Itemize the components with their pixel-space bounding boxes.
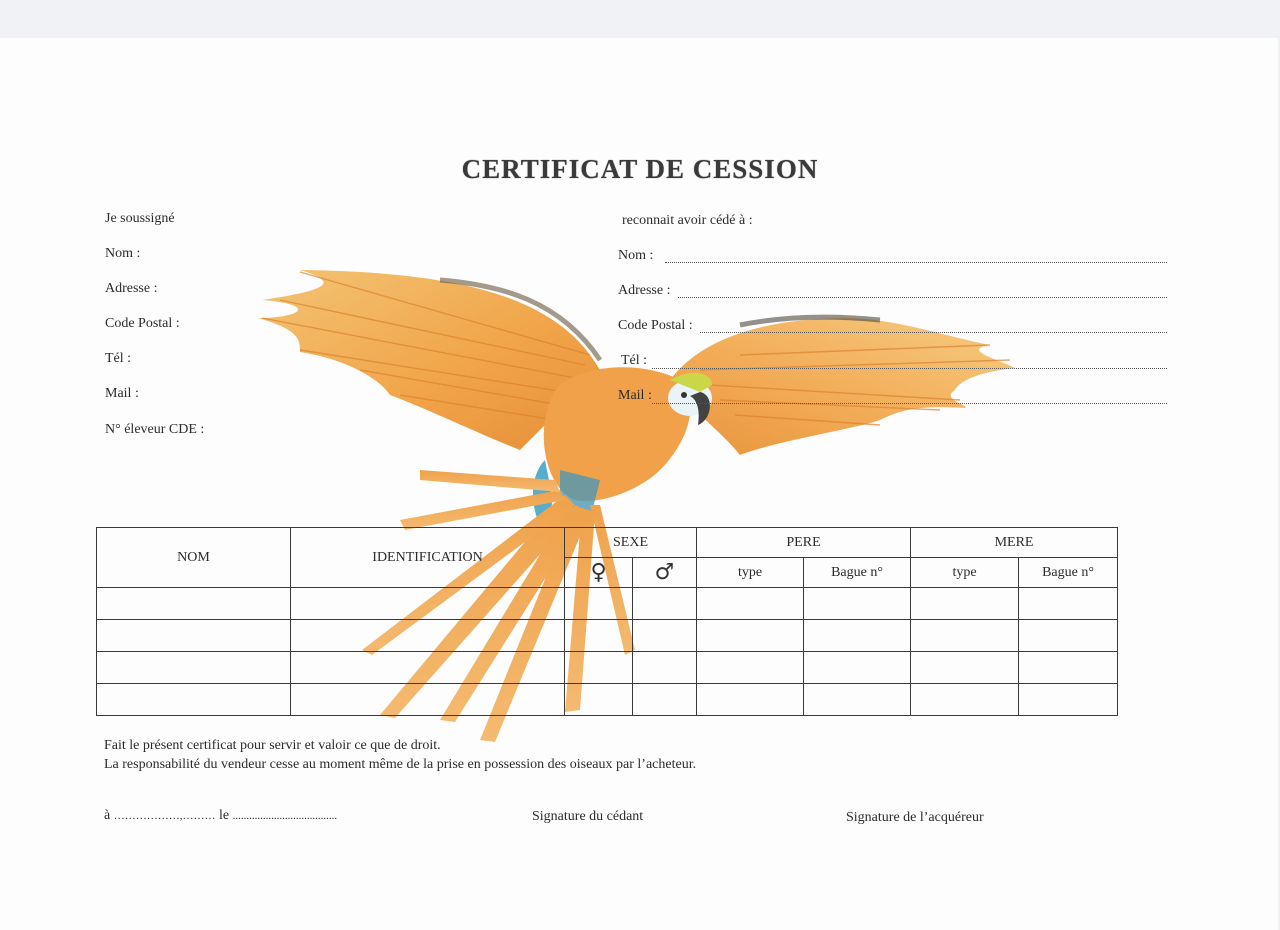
header-pere-type: type (697, 558, 804, 588)
seller-breeder-number-label: N° éleveur CDE : (105, 422, 205, 437)
table-cell[interactable] (291, 588, 565, 620)
footer-line-2: La responsabilité du vendeur cesse au moment même de la prise en possession des oiseaux par l’acheteur. (104, 757, 697, 772)
buyer-postal-code-label: Code Postal : (618, 318, 693, 333)
buyer-name-line (665, 262, 1167, 263)
table-cell[interactable] (565, 652, 633, 684)
male-symbol-icon: ♂ (633, 558, 697, 588)
buyer-heading: reconnait avoir cédé à : (622, 213, 753, 228)
buyer-signature-label: Signature de l’acquéreur (846, 810, 984, 825)
buyer-address-line (678, 297, 1167, 298)
table-cell[interactable] (697, 652, 804, 684)
header-mere: MERE (911, 528, 1118, 558)
table-cell[interactable] (1019, 652, 1118, 684)
seller-signature-label: Signature du cédant (532, 809, 644, 824)
table-cell[interactable] (565, 684, 633, 716)
buyer-phone-label: Tél : (621, 353, 648, 368)
date-label: le (218, 808, 230, 823)
table-cell[interactable] (633, 684, 697, 716)
table-cell[interactable] (565, 620, 633, 652)
table-cell[interactable] (911, 652, 1019, 684)
table-cell[interactable] (1019, 620, 1118, 652)
table-cell[interactable] (291, 652, 565, 684)
table-cell[interactable] (97, 620, 291, 652)
buyer-postal-code-line (700, 332, 1167, 333)
table-cell[interactable] (804, 620, 911, 652)
table-cell[interactable] (911, 684, 1019, 716)
table-cell[interactable] (633, 620, 697, 652)
table-cell[interactable] (1019, 588, 1118, 620)
seller-postal-code-label: Code Postal : (105, 316, 180, 331)
buyer-mail-line (652, 403, 1167, 404)
table-cell[interactable] (911, 588, 1019, 620)
header-identification: IDENTIFICATION (291, 528, 565, 588)
certificate-title: CERTIFICAT DE CESSION (461, 154, 819, 184)
table-cell[interactable] (97, 652, 291, 684)
header-sexe: SEXE (565, 528, 697, 558)
table-cell[interactable] (697, 588, 804, 620)
place-dots: ………………,……… (113, 810, 216, 822)
place-label: à (104, 808, 111, 823)
header-pere-bague: Bague n° (804, 558, 911, 588)
table-cell[interactable] (911, 620, 1019, 652)
footer-line-1: Fait le présent certificat pour servir et valoir ce que de droit. (104, 738, 441, 753)
female-symbol-icon: ♀ (565, 558, 633, 588)
seller-phone-label: Tél : (105, 351, 132, 366)
seller-heading: Je soussigné (105, 211, 175, 226)
buyer-phone-line (652, 368, 1167, 369)
table-cell[interactable] (97, 588, 291, 620)
seller-mail-label: Mail : (105, 386, 139, 401)
table-row (97, 652, 1118, 684)
header-nom: NOM (97, 528, 291, 588)
date-dots: ...................................... (232, 810, 338, 822)
seller-name-label: Nom : (105, 246, 141, 261)
table-cell[interactable] (633, 588, 697, 620)
table-cell[interactable] (97, 684, 291, 716)
header-pere: PERE (697, 528, 911, 558)
table-cell[interactable] (1019, 684, 1118, 716)
table-cell[interactable] (697, 620, 804, 652)
table-cell[interactable] (697, 684, 804, 716)
header-mere-bague: Bague n° (1019, 558, 1118, 588)
table-cell[interactable] (804, 684, 911, 716)
table-cell[interactable] (291, 620, 565, 652)
place-field (104, 808, 337, 824)
buyer-name-label: Nom : (618, 248, 654, 263)
table-cell[interactable] (291, 684, 565, 716)
table-cell[interactable] (565, 588, 633, 620)
birds-table (96, 527, 1118, 716)
buyer-address-label: Adresse : (618, 283, 671, 298)
table-cell[interactable] (633, 652, 697, 684)
table-cell[interactable] (804, 588, 911, 620)
table-cell[interactable] (804, 652, 911, 684)
table-row (97, 588, 1118, 620)
header-mere-type: type (911, 558, 1019, 588)
table-row (97, 684, 1118, 716)
buyer-mail-label: Mail : (618, 388, 652, 403)
seller-address-label: Adresse : (105, 281, 158, 296)
table-row (97, 620, 1118, 652)
